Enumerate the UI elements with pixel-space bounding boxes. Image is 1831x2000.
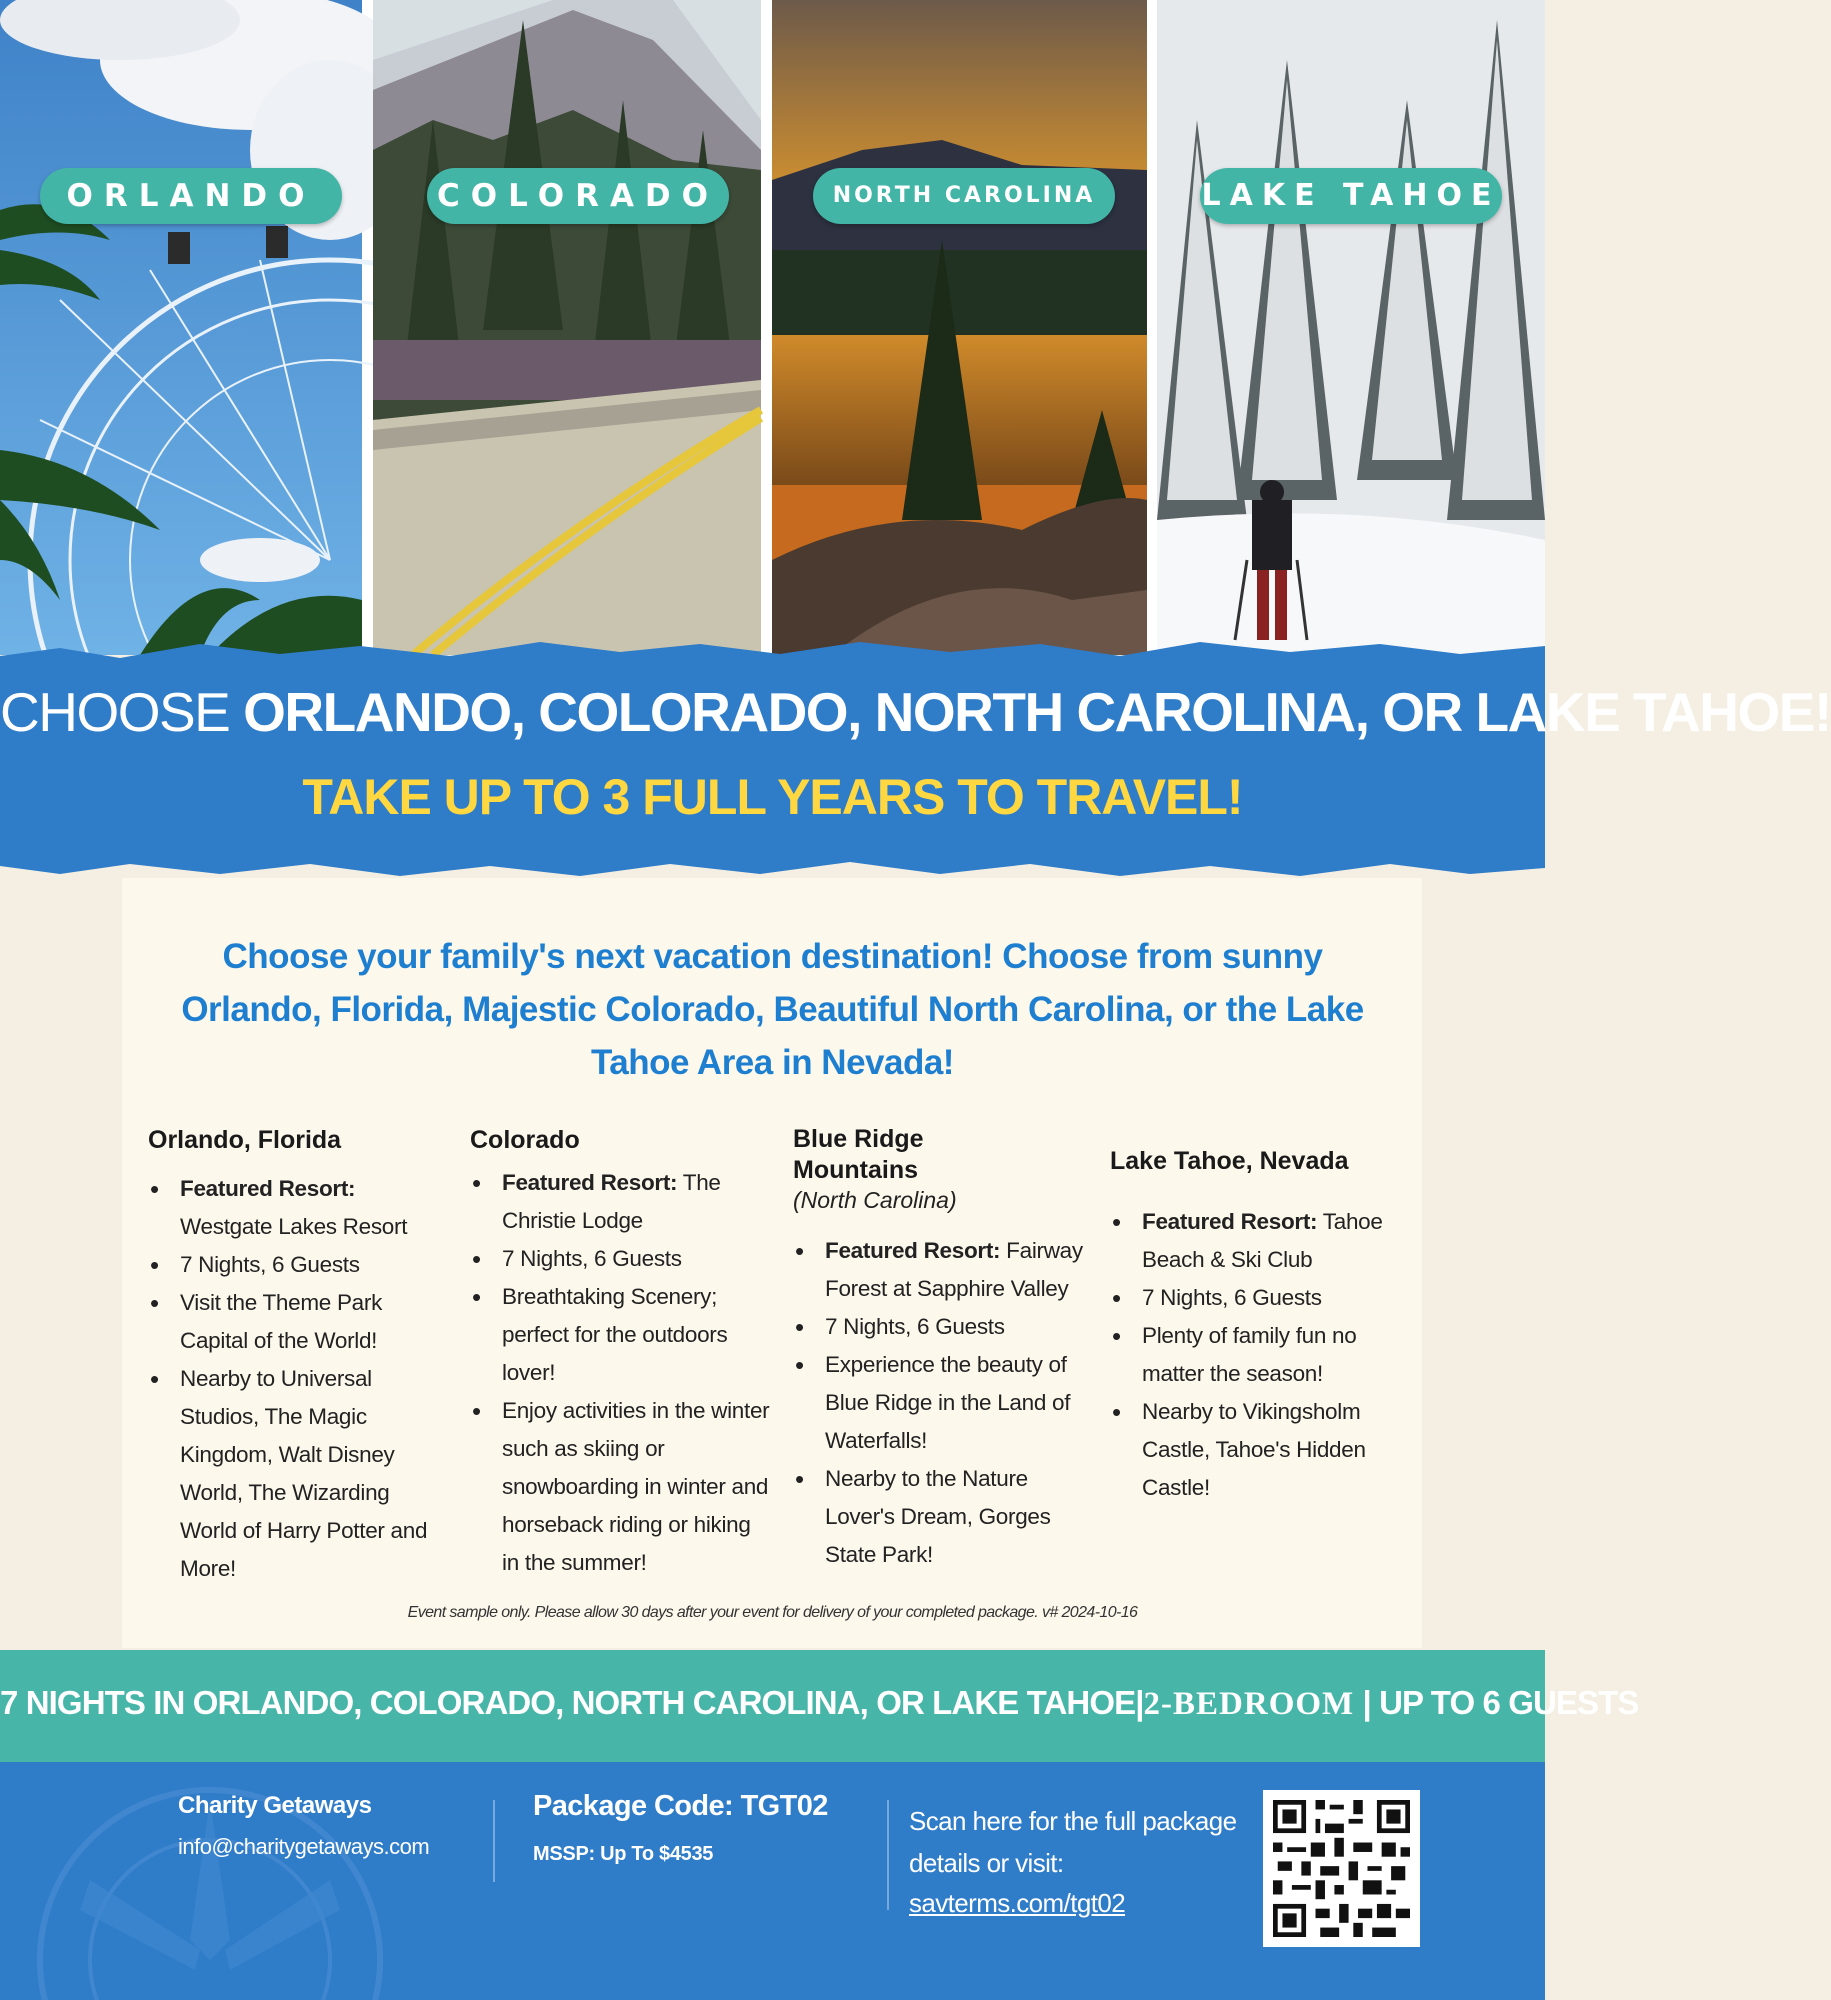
list-item: • Plenty of family fun no matter the season! bbox=[1142, 1317, 1410, 1393]
scan-instructions: Scan here for the full package details or visit: bbox=[909, 1806, 1237, 1878]
package-details-link[interactable]: savterms.com/tgt02 bbox=[909, 1888, 1126, 1918]
featured-resort-value: Westgate Lakes Resort bbox=[180, 1214, 408, 1239]
north-carolina-photo bbox=[772, 0, 1147, 655]
list-item: • 7 Nights, 6 Guests bbox=[180, 1246, 448, 1284]
column-title: Colorado bbox=[470, 1126, 580, 1154]
destination-label-orlando: ORLANDO bbox=[40, 168, 342, 224]
subheadline: TAKE UP TO 3 FULL YEARS TO TRAVEL! bbox=[302, 769, 1243, 825]
package-summary-nights: 7 NIGHTS IN ORLANDO, COLORADO, NORTH CAROLINA, OR LAKE TAHOE| bbox=[0, 1684, 1144, 1721]
destination-label-lake-tahoe: LAKE TAHOE bbox=[1200, 168, 1502, 224]
qr-code-icon bbox=[1273, 1800, 1410, 1937]
mssp-value: MSSP: Up To $4535 bbox=[533, 1843, 714, 1865]
list-item: • Nearby to Universal Studios, The Magic Kingdom, Walt Disney World, The Wizarding World of Harry Potter and More! bbox=[180, 1360, 448, 1588]
list-item: • Nearby to Vikingsholm Castle, Tahoe's Hidden Castle! bbox=[1142, 1393, 1410, 1507]
footer-divider bbox=[887, 1800, 889, 1910]
featured-resort-label: Featured Resort: bbox=[825, 1238, 1001, 1263]
featured-resort-label: Featured Resort: bbox=[1142, 1209, 1318, 1234]
orlando-photo bbox=[0, 0, 362, 655]
featured-resort-item bbox=[502, 1164, 770, 1240]
list-item: • 7 Nights, 6 Guests bbox=[1142, 1279, 1410, 1317]
list-item: • Breathtaking Scenery; perfect for the outdoors lover! bbox=[502, 1278, 770, 1392]
headline bbox=[0, 680, 1831, 744]
featured-resort-value: Fairway Forest at Sapphire Valley bbox=[825, 1238, 1083, 1301]
column-title: Lake Tahoe, Nevada bbox=[1110, 1147, 1349, 1175]
qr-code[interactable] bbox=[1263, 1790, 1420, 1947]
package-summary bbox=[0, 1684, 1639, 1723]
colorado-photo bbox=[373, 0, 761, 655]
featured-resort-item bbox=[825, 1232, 1093, 1308]
column-subtitle: (North Carolina) bbox=[793, 1187, 957, 1213]
destination-column-colorado bbox=[470, 1125, 770, 1582]
featured-resort-label: Featured Resort: bbox=[502, 1170, 678, 1195]
featured-resort-value: Tahoe Beach & Ski Club bbox=[1142, 1209, 1383, 1272]
package-code: Package Code: TGT02 bbox=[533, 1790, 828, 1822]
footer-email[interactable]: info@charitygetaways.com bbox=[178, 1834, 430, 1859]
lake-tahoe-photo bbox=[1157, 0, 1545, 655]
destination-label-colorado: COLORADO bbox=[427, 168, 729, 224]
list-item: • Experience the beauty of Blue Ridge in the Land of Waterfalls! bbox=[825, 1346, 1093, 1460]
featured-resort-label: Featured Resort: bbox=[180, 1176, 356, 1201]
footer-org-name: Charity Getaways bbox=[178, 1792, 372, 1819]
featured-resort-item bbox=[180, 1170, 448, 1246]
featured-resort-item bbox=[1142, 1203, 1410, 1279]
headline-band bbox=[0, 636, 1545, 881]
column-bullets bbox=[793, 1232, 1093, 1574]
column-bullets bbox=[470, 1164, 770, 1582]
destination-column-blue-ridge bbox=[793, 1124, 1093, 1574]
column-bullets bbox=[1110, 1203, 1410, 1507]
column-bullets bbox=[148, 1170, 448, 1588]
list-item: • Visit the Theme Park Capital of the World! bbox=[180, 1284, 448, 1360]
featured-resort-value: The Christie Lodge bbox=[502, 1170, 721, 1233]
list-item: • Nearby to the Nature Lover's Dream, Gorges State Park! bbox=[825, 1460, 1093, 1574]
destination-column-orlando bbox=[148, 1125, 448, 1588]
headline-places: ORLANDO, COLORADO, NORTH CAROLINA, OR LAKE TAHOE! bbox=[243, 681, 1831, 743]
destination-label-north-carolina: NORTH CAROLINA bbox=[813, 168, 1115, 224]
column-title: Blue Ridge Mountains bbox=[793, 1125, 924, 1184]
destination-photo-strip bbox=[0, 0, 1545, 655]
headline-choose: CHOOSE bbox=[0, 681, 244, 743]
destination-column-lake-tahoe bbox=[1110, 1146, 1410, 1507]
disclaimer: Event sample only. Please allow 30 days after your event for delivery of your completed package. v# 2024-10-16 bbox=[407, 1604, 1138, 1621]
footer-divider bbox=[493, 1800, 495, 1882]
intro-text: Choose your family's next vacation destination! Choose from sunny Orlando, Florida, Majestic Colorado, Beautiful North Carolina, or the Lake Tahoe Area in Nevada! bbox=[181, 937, 1364, 1082]
package-summary-bedroom: 2-BEDROOM bbox=[1143, 1686, 1355, 1722]
package-summary-guests: | UP TO 6 GUESTS bbox=[1354, 1684, 1639, 1721]
list-item: • Enjoy activities in the winter such as skiing or snowboarding in winter and horseback riding or hiking in the summer! bbox=[502, 1392, 770, 1582]
list-item: • 7 Nights, 6 Guests bbox=[825, 1308, 1093, 1346]
list-item: • 7 Nights, 6 Guests bbox=[502, 1240, 770, 1278]
column-title: Orlando, Florida bbox=[148, 1126, 342, 1154]
